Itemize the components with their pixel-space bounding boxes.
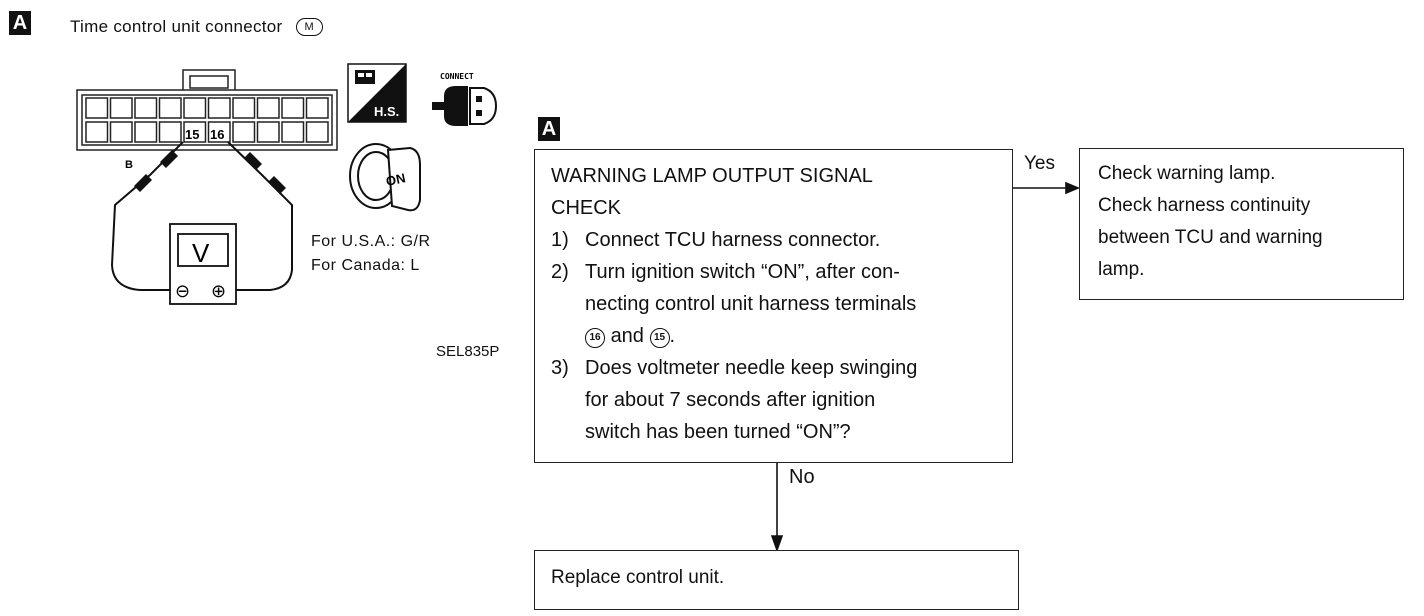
pin-15-label: 15 [185,127,200,142]
connector-cavity [233,122,255,142]
voltmeter-plus: ⊕ [211,281,227,302]
check-step-2-line3: 16 and 15 . [585,320,996,352]
connector-cavity [160,98,182,118]
check-step-2-num: 2) [551,261,569,283]
connector-cavity [135,122,157,142]
section-tag-left: A [9,11,31,35]
connector-cavity [86,98,108,118]
no-label: No [789,466,815,488]
section-tag-flow: A [538,117,560,141]
connector-cavity [111,98,133,118]
connector-cavity [258,98,280,118]
check-step-3-num: 3) [551,357,569,379]
check-step-2-line2: necting control unit harness terminals [585,293,917,315]
wire-color-notes [311,230,431,278]
yes-result-line2: Check harness continuity [1098,195,1311,216]
check-step-1-num: 1) [551,229,569,251]
voltmeter-v-label: V [192,238,210,268]
connect-icon [432,86,496,126]
connector-title [70,17,323,37]
check-step-3-line1: Does voltmeter needle keep swinging [585,357,918,379]
warning-lamp-check-box [534,149,1013,463]
yes-result-line4: lamp. [1098,259,1145,280]
no-result-box [534,550,1019,610]
connect-icon-label: CONNECT [440,72,474,81]
yes-result-line3: between TCU and warning [1098,227,1323,248]
connector-cavity [233,98,255,118]
connector-drawing [77,70,337,150]
canada-note: For Canada: L [311,257,420,274]
connector-cavity [86,122,108,142]
connector-cavity [282,98,304,118]
connector-cavity [282,122,304,142]
connector-cavity [184,98,206,118]
ignition-on-label: ON [384,170,407,189]
connector-cavity [258,122,280,142]
figure-code: SEL835P [436,343,500,360]
check-step-2-and: and [610,325,644,347]
check-step-1-text: Connect TCU harness connector. [585,229,881,251]
lead-b-label: B [125,159,133,171]
yes-label: Yes [1024,153,1055,174]
probe-tips [134,150,286,194]
connector-cavity [307,122,329,142]
voltmeter-minus: ⊖ [175,281,191,302]
no-result-line1: Replace control unit. [551,567,725,588]
check-step-3 [551,352,996,448]
check-step-3-line3: switch has been turned “ON”? [585,421,851,443]
check-title-line1: WARNING LAMP OUTPUT SIGNAL [551,165,873,187]
check-step-2 [551,256,996,352]
connector-title-text: Time control unit connector [70,17,283,36]
usa-note: For U.S.A.: G/R [311,233,431,250]
hs-icon-label: H.S. [374,104,400,119]
pin-16-label: 16 [210,127,225,142]
yes-result-box [1079,148,1404,300]
connector-cavity [209,98,231,118]
check-step-1 [551,224,996,256]
check-step-2-line1: Turn ignition switch “ON”, after con- [585,261,900,283]
connector-badge: M [296,18,323,36]
connector-cavity [111,122,133,142]
terminal-15-marker: 15 [650,328,670,348]
yes-result-line1: Check warning lamp. [1098,163,1276,184]
connector-cavity [160,122,182,142]
terminal-16-marker: 16 [585,328,605,348]
check-title-line2: CHECK [551,197,622,219]
check-step-3-line2: for about 7 seconds after ignition [585,389,876,411]
connector-cavity [307,98,329,118]
connector-cavity [135,98,157,118]
